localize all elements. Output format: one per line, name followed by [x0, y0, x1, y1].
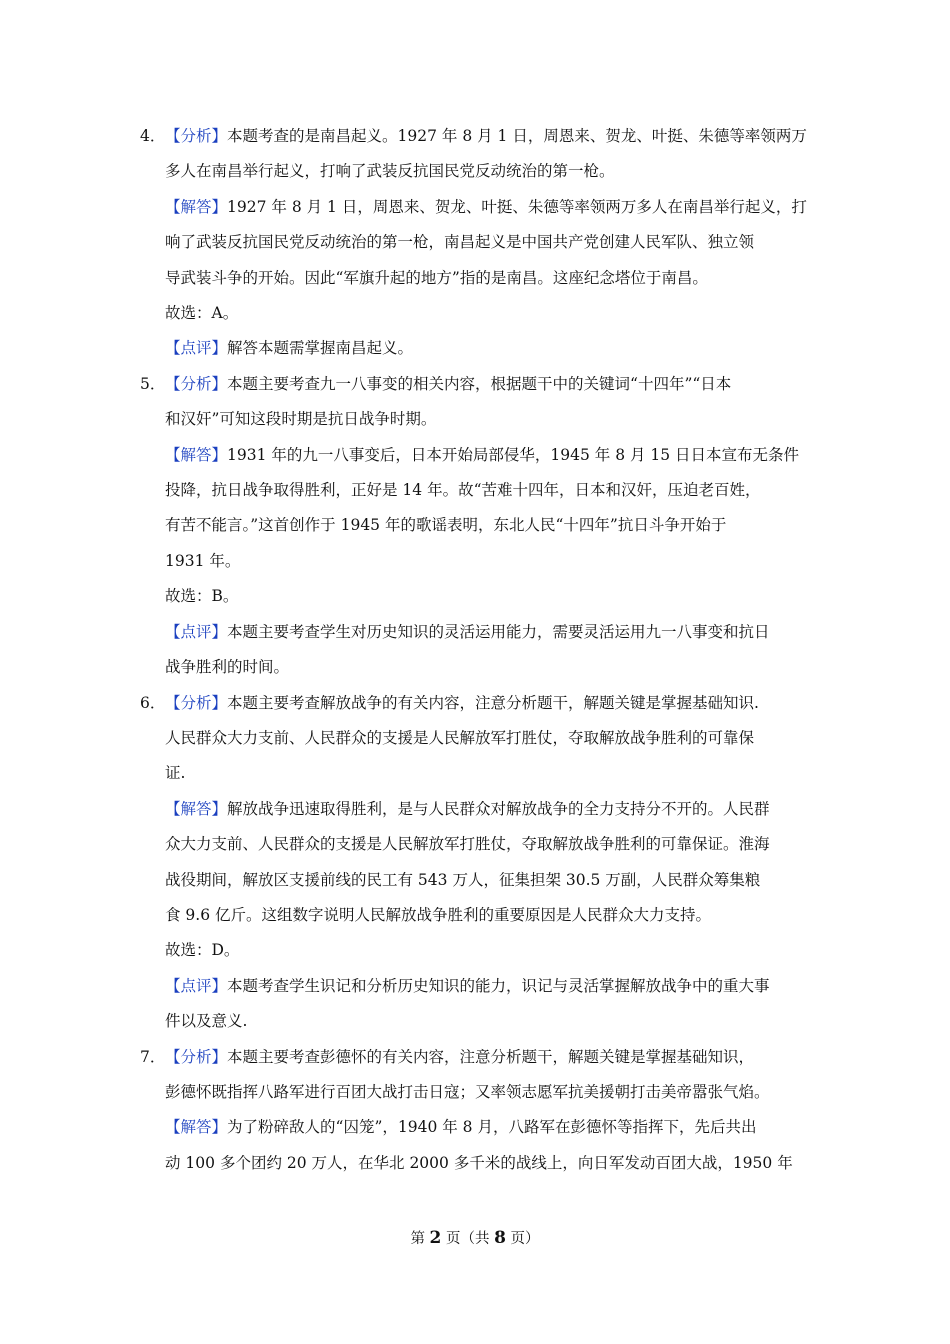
answer-content — [140, 119, 810, 1181]
line-text: 故选：B。 — [165, 587, 239, 606]
line-text: 解放战争迅速取得胜利，是与人民群众对解放战争的全力支持分不开的。人民群 — [227, 799, 770, 818]
text-line — [140, 225, 810, 260]
text-line — [140, 544, 810, 579]
line-text: 1927 年 8 月 1 日，周恩来、贺龙、叶挺、朱德等率领两万多人在南昌举行起义，打 — [227, 197, 807, 216]
footer-middle: 页（共 — [441, 1231, 495, 1247]
line-text: 故选：D。 — [165, 941, 240, 960]
analysis-tag: 【分析】 — [165, 693, 228, 712]
line-text: 有苦不能言。”这首创作于 1945 年的歌谣表明，东北人民“十四年”抗日斗争开始于 — [165, 516, 727, 535]
text-line — [140, 827, 810, 862]
text-line — [140, 119, 810, 154]
text-line — [140, 898, 810, 933]
text-line — [140, 402, 810, 437]
text-line — [140, 863, 810, 898]
solution-tag: 【解答】 — [165, 197, 228, 216]
line-text: 本题考查学生识记和分析历史知识的能力，识记与灵活掌握解放战争中的重大事 — [227, 976, 770, 995]
line-text: 件以及意义. — [165, 1012, 248, 1031]
line-text: 战役期间，解放区支援前线的民工有 543 万人，征集担架 30.5 万副，人民群众筹集粮 — [165, 870, 761, 889]
line-text: 本题主要考查解放战争的有关内容，注意分析题干，解题关键是掌握基础知识. — [227, 693, 759, 712]
footer-prefix: 第 — [410, 1231, 430, 1247]
comment-tag: 【点评】 — [165, 339, 228, 358]
line-text: 投降，抗日战争取得胜利，正好是 14 年。故“苦难十四年，日本和汉奸，压迫老百姓， — [165, 481, 761, 500]
text-line — [140, 261, 810, 296]
text-line — [140, 296, 810, 331]
question-number: 6． — [140, 693, 166, 712]
solution-tag: 【解答】 — [165, 799, 228, 818]
text-line — [140, 933, 810, 968]
line-text: 响了武装反抗国民党反动统治的第一枪，南昌起义是中国共产党创建人民军队、独立领 — [165, 233, 755, 252]
page-footer — [0, 1227, 950, 1248]
text-line — [140, 650, 810, 685]
text-line — [140, 792, 810, 827]
text-line — [140, 331, 810, 366]
text-line — [140, 1004, 810, 1039]
line-text: 本题主要考查九一八事变的相关内容，根据题干中的关键词“十四年”“日本 — [227, 374, 732, 393]
text-line — [140, 190, 810, 225]
question-number: 4． — [140, 127, 166, 145]
text-line — [140, 1110, 810, 1145]
question-4 — [140, 119, 810, 367]
line-text: 和汉奸”可知这段时期是抗日战争时期。 — [165, 410, 437, 429]
line-text: 众大力支前、人民群众的支援是人民解放军打胜仗，夺取解放战争胜利的可靠保证。淮海 — [165, 835, 770, 854]
solution-tag: 【解答】 — [165, 445, 228, 464]
text-line — [140, 508, 810, 543]
line-text: 本题主要考查彭德怀的有关内容，注意分析题干，解题关键是掌握基础知识， — [227, 1047, 755, 1066]
question-6 — [140, 686, 810, 1040]
line-text: 证. — [165, 764, 186, 783]
analysis-tag: 【分析】 — [165, 374, 228, 393]
text-line — [140, 579, 810, 614]
line-text: 动 100 多个团约 20 万人，在华北 2000 多千米的战线上，向日军发动百团大战，1950 年 — [165, 1153, 793, 1172]
question-number: 7． — [140, 1047, 166, 1066]
line-text: 本题考查的是南昌起义。1927 年 8 月 1 日，周恩来、贺龙、叶挺、朱德等率领两万 — [227, 127, 807, 145]
text-line — [140, 438, 810, 473]
analysis-tag: 【分析】 — [165, 127, 228, 145]
line-text: 彭德怀既指挥八路军进行百团大战打击日寇；又率领志愿军抗美援朝打击美帝嚣张气焰。 — [165, 1082, 770, 1101]
total-page-count: 8 — [494, 1228, 506, 1248]
text-line — [140, 969, 810, 1004]
comment-tag: 【点评】 — [165, 622, 228, 641]
text-line — [140, 473, 810, 508]
line-text: 1931 年的九一八事变后，日本开始局部侵华，1945 年 8 月 15 日日本宣布无条件 — [227, 445, 800, 464]
footer-suffix: 页） — [505, 1231, 540, 1247]
line-text: 故选：A。 — [165, 304, 239, 323]
line-text: 战争胜利的时间。 — [165, 658, 290, 677]
text-line — [140, 686, 810, 721]
text-line — [140, 615, 810, 650]
line-text: 为了粉碎敌人的“囚笼”，1940 年 8 月，八路军在彭德怀等指挥下，先后共出 — [227, 1118, 757, 1137]
question-number: 5． — [140, 374, 166, 393]
line-text: 本题主要考查学生对历史知识的灵活运用能力，需要灵活运用九一八事变和抗日 — [227, 622, 770, 641]
text-line — [140, 154, 810, 189]
text-line — [140, 1040, 810, 1075]
line-text: 多人在南昌举行起义，打响了武装反抗国民党反动统治的第一枪。 — [165, 162, 615, 181]
text-line — [140, 756, 810, 791]
current-page-number: 2 — [429, 1228, 442, 1248]
text-line — [140, 1075, 810, 1110]
line-text: 食 9.6 亿斤。这组数字说明人民解放战争胜利的重要原因是人民群众大力支持。 — [165, 905, 712, 924]
line-text: 人民群众大力支前、人民群众的支援是人民解放军打胜仗，夺取解放战争胜利的可靠保 — [165, 728, 755, 747]
solution-tag: 【解答】 — [165, 1118, 228, 1137]
text-line — [140, 1146, 810, 1181]
line-text: 解答本题需掌握南昌起义。 — [227, 339, 414, 358]
question-7 — [140, 1040, 810, 1182]
comment-tag: 【点评】 — [165, 976, 228, 995]
question-5 — [140, 367, 810, 686]
line-text: 1931 年。 — [165, 551, 241, 570]
analysis-tag: 【分析】 — [165, 1047, 228, 1066]
line-text: 导武装斗争的开始。因此“军旗升起的地方”指的是南昌。这座纪念塔位于南昌。 — [165, 268, 708, 287]
text-line — [140, 367, 810, 402]
text-line — [140, 721, 810, 756]
